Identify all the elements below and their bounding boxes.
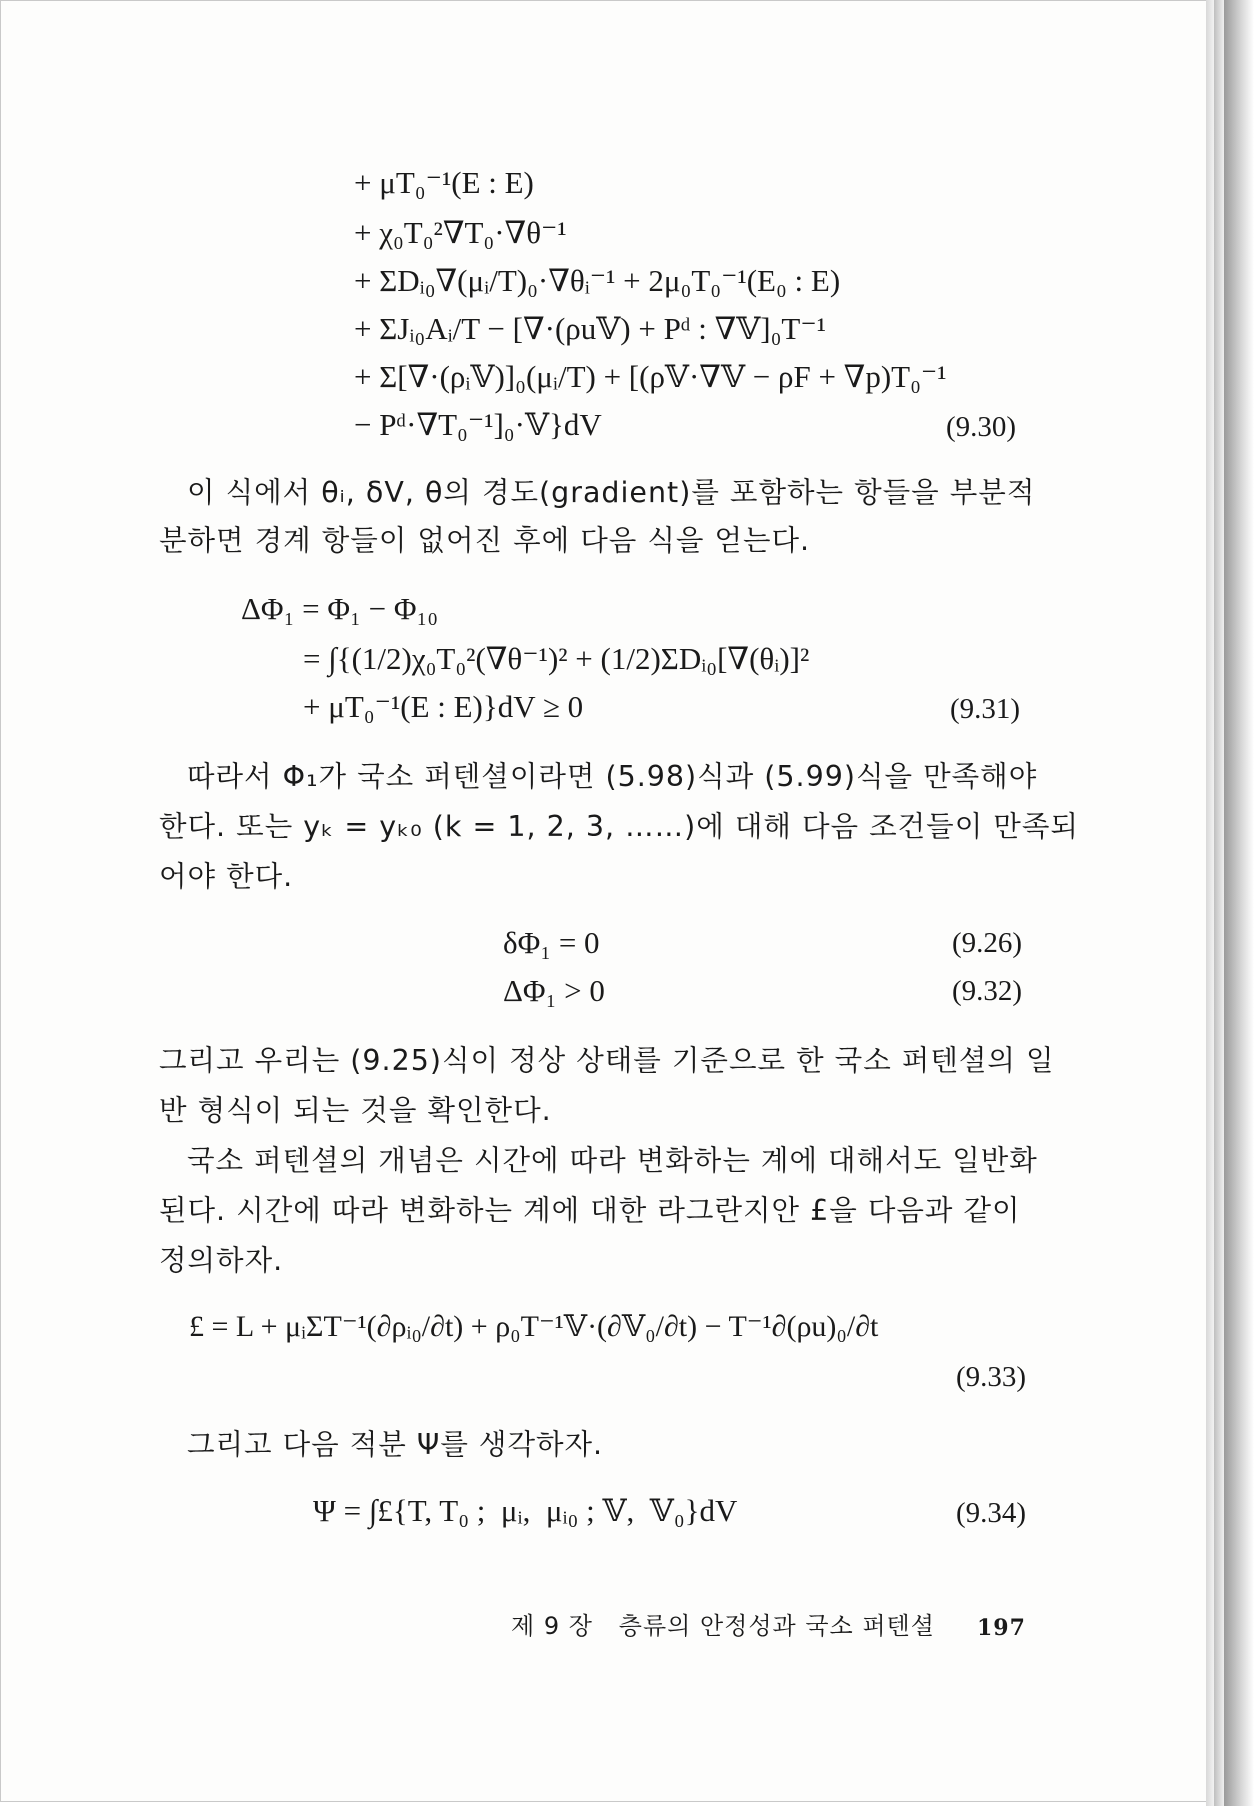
eq-930-line-1: + μT₀⁻¹(E : E) xyxy=(354,165,534,200)
paragraph-4-line-1: 국소 퍼텐셜의 개념은 시간에 따라 변화하는 계에 대해서도 일반화 xyxy=(187,1144,1038,1177)
paragraph-2-line-2: 한다. 또는 yₖ = yₖ₀ (k = 1, 2, 3, ……)에 대해 다음 조건들이 만족되 xyxy=(159,810,1079,843)
paragraph-2-line-3: 어야 한다. xyxy=(159,860,294,893)
eq-934: Ψ = ∫£{T, T₀ ; μᵢ, μᵢ₀ ; 𝕍, 𝕍₀}dV xyxy=(313,1493,738,1528)
running-footer-chapter: 제 9 장 층류의 안정성과 국소 퍼텐셜 xyxy=(511,1612,935,1640)
eq-933: £ = L + μᵢΣT⁻¹(∂ρᵢ₀/∂t) + ρ₀T⁻¹𝕍·(∂𝕍₀/∂t) − T⁻¹∂(ρu)₀/∂t xyxy=(189,1310,879,1343)
paragraph-3-line-2: 반 형식이 되는 것을 확인한다. xyxy=(159,1094,552,1127)
eq-934-number: (9.34) xyxy=(956,1497,1027,1529)
eq-932-number: (9.32) xyxy=(952,975,1023,1007)
paragraph-1-line-1: 이 식에서 θᵢ, δV, θ의 경도(gradient)를 포함하는 항들을 부분적 xyxy=(187,476,1036,509)
paragraph-2-line-1: 따라서 Φ₁가 국소 퍼텐셜이라면 (5.98)식과 (5.99)식을 만족해야 xyxy=(187,760,1038,793)
paragraph-4-line-2: 된다. 시간에 따라 변화하는 계에 대한 라그란지안 £을 다음과 같이 xyxy=(159,1194,1021,1227)
eq-926: δΦ₁ = 0 xyxy=(503,925,600,960)
page-stack-edge xyxy=(1206,0,1214,1806)
eq-930-number: (9.30) xyxy=(946,411,1017,443)
eq-930-line-2: + χ₀T₀²∇T₀·∇θ⁻¹ xyxy=(354,215,567,250)
eq-931-number: (9.31) xyxy=(950,693,1021,725)
eq-931-line-2: = ∫{(1/2)χ₀T₀²(∇θ⁻¹)² + (1/2)ΣDᵢ₀[∇(θᵢ)]² xyxy=(303,641,810,676)
page-stack-edge xyxy=(1224,0,1254,1806)
paragraph-3-line-1: 그리고 우리는 (9.25)식이 정상 상태를 기준으로 한 국소 퍼텐셜의 일 xyxy=(159,1044,1055,1077)
paragraph-5: 그리고 다음 적분 Ψ를 생각하자. xyxy=(187,1428,604,1461)
eq-930-line-6: − Pᵈ·∇T₀⁻¹]₀·𝕍}dV xyxy=(354,407,602,442)
page-stack-edge xyxy=(1214,0,1224,1806)
eq-930-line-3: + ΣDᵢ₀∇(μᵢ/T)₀·∇θᵢ⁻¹ + 2μ₀T₀⁻¹(E₀ : E) xyxy=(354,263,841,298)
eq-932: ΔΦ₁ > 0 xyxy=(503,973,605,1008)
eq-930-line-4: + ΣJᵢ₀Aᵢ/T − [∇·(ρu𝕍) + Pᵈ : ∇𝕍]₀T⁻¹ xyxy=(354,311,827,346)
paragraph-1-line-2: 분하면 경계 항들이 없어진 후에 다음 식을 얻는다. xyxy=(159,524,811,557)
eq-926-number: (9.26) xyxy=(952,927,1023,959)
eq-933-number: (9.33) xyxy=(956,1361,1027,1393)
paragraph-4-line-3: 정의하자. xyxy=(159,1244,284,1277)
page-number: 197 xyxy=(977,1615,1026,1641)
eq-931-line-1: ΔΦ₁ = Φ₁ − Φ₁₀ xyxy=(241,591,439,626)
eq-930-line-5: + Σ[∇·(ρᵢ𝕍)]₀(μᵢ/T) + [(ρ𝕍·∇𝕍 − ρF + ∇p)T₀⁻¹ xyxy=(354,359,947,394)
eq-931-line-3: + μT₀⁻¹(E : E)}dV ≥ 0 xyxy=(303,689,584,724)
